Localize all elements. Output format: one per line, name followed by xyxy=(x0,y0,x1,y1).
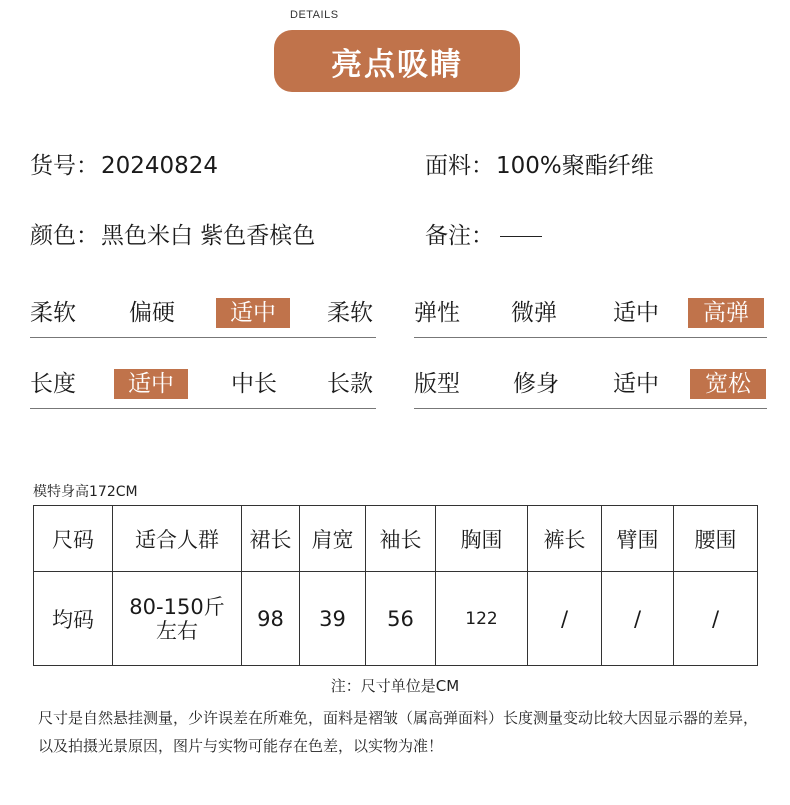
table-header-row xyxy=(34,506,758,572)
attr-elasticity-name: 弹性 xyxy=(414,300,460,326)
remark-label: 备注： xyxy=(425,223,494,249)
attr-softness xyxy=(30,298,376,338)
attr-elasticity-option: 适中 xyxy=(613,300,659,326)
attr-softness-name: 柔软 xyxy=(30,300,76,326)
fabric-value: 100%聚酯纤维 xyxy=(496,153,654,179)
attr-length-name: 长度 xyxy=(30,371,76,397)
fabric-row xyxy=(425,147,654,180)
table-header-cell: 胸围 xyxy=(436,506,528,572)
details-label: DETAILS xyxy=(290,9,339,21)
attr-fit-option: 适中 xyxy=(613,371,659,397)
color-value: 黑色米白 紫色香槟色 xyxy=(101,223,316,249)
table-cell-size: 均码 xyxy=(34,572,113,666)
table-header-cell: 尺码 xyxy=(34,506,113,572)
table-cell-waist: / xyxy=(674,572,758,666)
item-no-row xyxy=(30,147,218,180)
remark-dash xyxy=(500,236,542,237)
size-table xyxy=(33,505,758,666)
attr-divider xyxy=(30,408,376,410)
table-cell-pants-length: / xyxy=(528,572,602,666)
table-cell-dress-length: 98 xyxy=(242,572,300,666)
item-no-value: 20240824 xyxy=(101,153,219,179)
table-cell-arm: / xyxy=(602,572,674,666)
attr-softness-option: 偏硬 xyxy=(129,300,175,326)
attr-divider xyxy=(30,337,376,339)
table-header-cell: 袖长 xyxy=(366,506,436,572)
table-cell-sleeve: 56 xyxy=(366,572,436,666)
attr-fit xyxy=(414,369,767,409)
attr-length-option: 适中 xyxy=(114,369,188,399)
disclaimer-text: 尺寸是自然悬挂测量，少许误差在所难免，面料是褶皱（属高弹面料）长度测量变动比较大因显示器的差异，以及拍摄光景原因，图片与实物可能存在色差，以实物为准！ xyxy=(38,709,759,755)
attr-divider xyxy=(414,337,767,339)
table-cell-bust: 122 xyxy=(436,572,528,666)
attr-fit-option: 宽松 xyxy=(690,369,766,399)
table-header-cell: 肩宽 xyxy=(300,506,366,572)
fabric-label: 面料： xyxy=(425,153,494,179)
attr-divider xyxy=(414,408,767,410)
table-cell-audience: 80-150斤 左右 xyxy=(113,572,242,666)
table-header-cell: 裤长 xyxy=(528,506,602,572)
attr-length-option: 中长 xyxy=(231,371,277,397)
item-no-label: 货号： xyxy=(30,153,99,179)
unit-note: 注：尺寸单位是CM xyxy=(330,677,460,695)
color-row xyxy=(30,217,315,250)
model-height-note: 模特身高172CM xyxy=(33,484,138,500)
attr-length-option: 长款 xyxy=(327,371,373,397)
table-header-cell: 腰围 xyxy=(674,506,758,572)
table-header-cell: 臂围 xyxy=(602,506,674,572)
page-title: 亮点吸睛 xyxy=(274,30,520,92)
attr-fit-name: 版型 xyxy=(414,371,460,397)
table-cell-shoulder: 39 xyxy=(300,572,366,666)
attr-fit-option: 修身 xyxy=(513,371,559,397)
table-row xyxy=(34,572,758,666)
attr-length xyxy=(30,369,376,409)
attr-softness-option: 柔软 xyxy=(327,300,373,326)
remark-row xyxy=(425,217,542,250)
attr-elasticity-option: 微弹 xyxy=(511,300,557,326)
table-header-cell: 适合人群 xyxy=(113,506,242,572)
attr-elasticity-option: 高弹 xyxy=(688,298,764,328)
table-header-cell: 裙长 xyxy=(242,506,300,572)
attr-elasticity xyxy=(414,298,767,338)
color-label: 颜色： xyxy=(30,223,99,249)
attr-softness-option: 适中 xyxy=(216,298,290,328)
